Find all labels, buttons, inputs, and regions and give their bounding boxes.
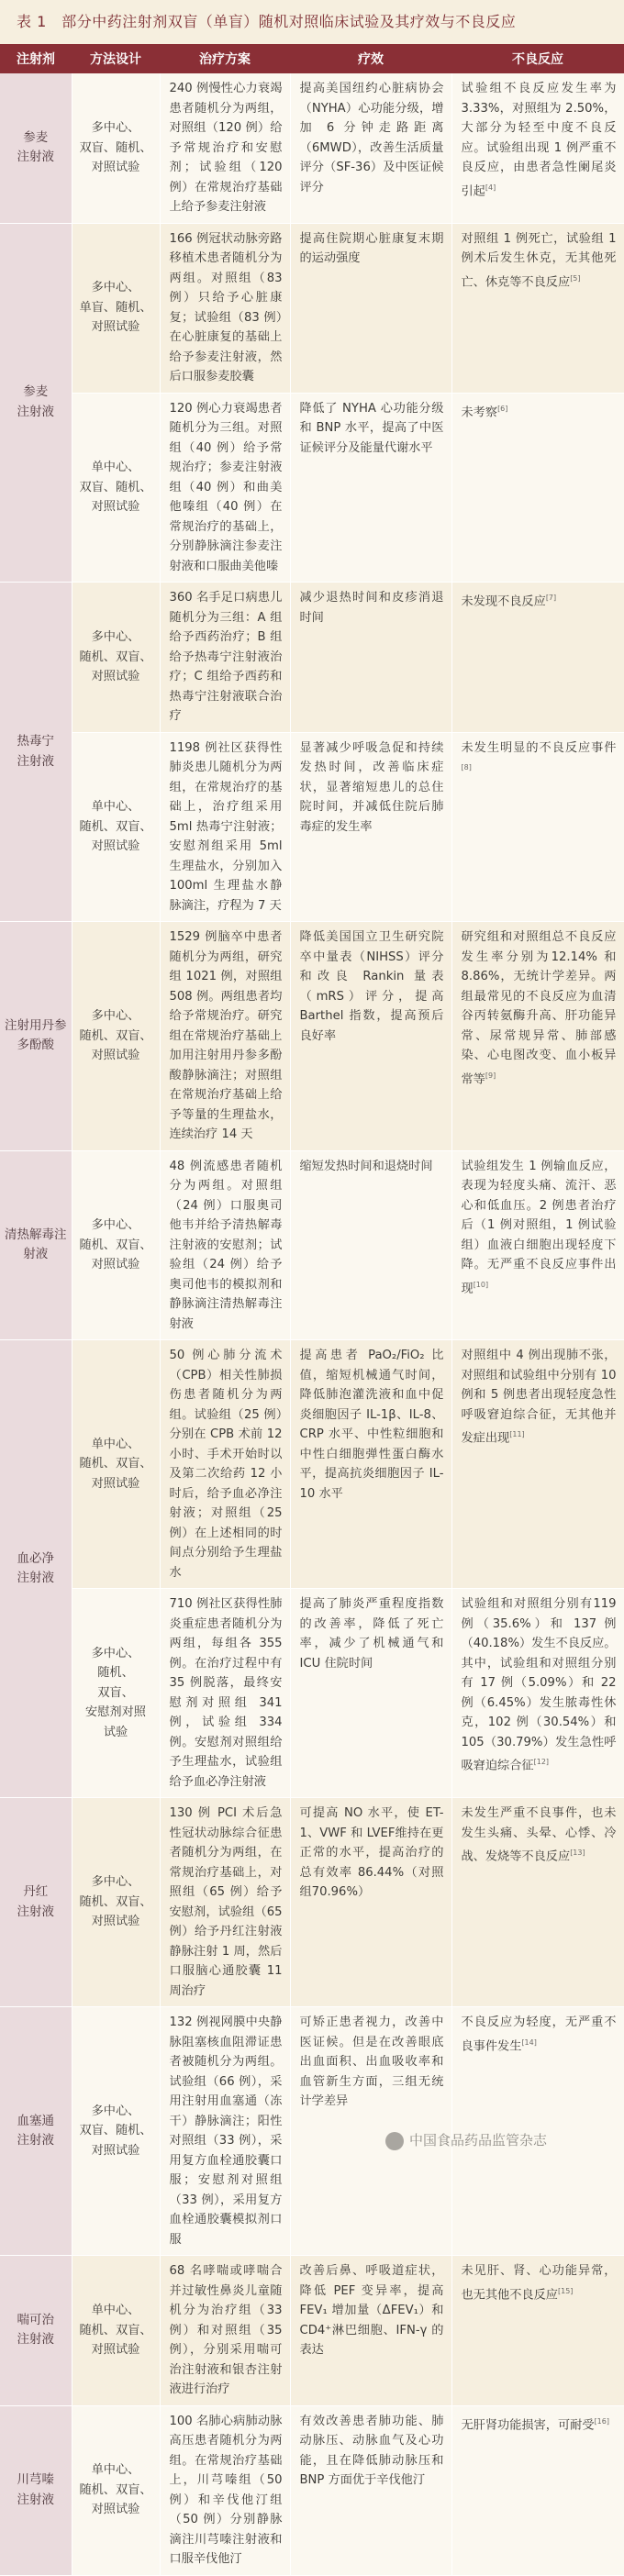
table-row [0,1589,624,1798]
side-effect-cell: 未考察[6] [451,393,624,583]
side-effect-cell: 无肝肾功能损害，可耐受[16] [451,2405,624,2575]
design-cell: 多中心、 随机、 双盲、 安慰剂对照 试验 [72,1589,160,1798]
design-cell: 多中心、 双盲、随机、 对照试验 [72,2007,160,2256]
design-cell: 多中心、 随机、双盲、 对照试验 [72,1798,160,2007]
plan-cell: 1198 例社区获得性肺炎患儿随机分为两组，在常规治疗的基础上，治疗组采用 5ml 热毒宁注射液；安慰剂组采用 5ml 生理盐水，分别加入 100ml 生理盐水静脉滴注，疗程为 7 天 [160,732,290,922]
plan-cell: 1529 例脑卒中患者随机分为两组，研究组 1021 例，对照组 508 例。两组患者均给予常规治疗。研究组在常规治疗基础上加用注射用丹参多酚酸静脉滴注；对照组在常规治疗基础上给予等量的生理盐水，连续治疗 14 天 [160,922,290,1151]
side-effect-cell: 试验组发生 1 例输血反应，表现为轻度头痛、流汗、恶心和低血压。2 例患者治疗后（1 例对照组，1 例试验组）血液白细胞出现轻度下降。无严重不良反应事件出现[10] [451,1150,624,1340]
design-cell: 单中心、 随机、双盲、 对照试验 [72,2405,160,2575]
table-row [0,393,624,583]
header-side-effects: 不良反应 [451,44,624,73]
table-row [0,583,624,733]
plan-cell: 50 例心肺分流术（CPB）相关性肺损伤患者随机分为两组。试验组（25 例）分别在 CPB 术前 12 小时、手术开始时以及第二次给药 12 小时后，给予血必净注射液；对照组（25 例）在上述相同的时间点分别给予生理盐水 [160,1340,290,1589]
clinical-trials-table [0,44,624,2576]
table-row [0,1150,624,1340]
side-effect-cell: 试验组和对照组分别有119 例（35.6%）和 137 例（40.18%）发生不良反应。其中，试验组和对照组分别有 17 例（5.09%）和 22 例（6.45%）发生脓毒性休克，102 例（30.54%）和 105（30.79%）发生急性呼吸窘迫综合征[12] [451,1589,624,1798]
side-effect-cell: 试验组不良反应发生率为 3.33%，对照组为 2.50%，大部分为轻至中度不良反应。试验组出现 1 例严重不良反应，由患者急性阑尾炎引起[4] [451,73,624,223]
side-effect-cell: 未发生明显的不良反应事件[8] [451,732,624,922]
effect-cell: 可矫正患者视力，改善中医证候。但是在改善眼底出血面积、出血吸收率和血管新生方面，三组无统计学差异 [290,2007,451,2256]
effect-cell: 提高美国纽约心脏病协会（NYHA）心功能分级，增加 6 分钟走路距离（6MWD），改善生活质量评分（SF-36）及中医证候评分 [290,73,451,223]
table-row [0,1340,624,1589]
design-cell: 多中心、 随机、双盲、 对照试验 [72,583,160,733]
effect-cell: 有效改善患者肺功能、肺动脉压、动脉血气及心功能，且在降低肺动脉压和 BNP 方面优于辛伐他汀 [290,2405,451,2575]
effect-cell: 降低美国国立卫生研究院卒中量表（NIHSS）评分和改良 Rankin 量表（mRS）评分，提高Barthel 指数，提高预后良好率 [290,922,451,1151]
drug-cell: 血塞通 注射液 [0,2007,72,2256]
table-header-row [0,44,624,73]
drug-cell: 热毒宁 注射液 [0,583,72,922]
drug-cell: 参麦 注射液 [0,73,72,223]
side-effect-cell: 不良反应为轻度，无严重不良事件发生[14] [451,2007,624,2256]
effect-cell: 改善后鼻、呼吸道症状，降低 PEF 变异率，提高 FEV₁ 增加量（ΔFEV₁）和 CD4⁺淋巴细胞、IFN-γ 的表达 [290,2256,451,2406]
side-effect-cell: 对照组中 4 例出现肺不张，对照组和试验组中分别有 10 例和 5 例患者出现轻度急性呼吸窘迫综合征，无其他并发症出现[11] [451,1340,624,1589]
effect-cell: 显著减少呼吸急促和持续发热时间，改善临床症状，显著缩短患儿的总住院时间，并减低住院后肺毒症的发生率 [290,732,451,922]
side-effect-cell: 未发生严重不良事件，也未发生头痛、头晕、心悸、冷战、发烧等不良反应[13] [451,1798,624,2007]
side-effect-cell: 未见肝、肾、心功能异常，也无其他不良反应[15] [451,2256,624,2406]
plan-cell: 240 例慢性心力衰竭患者随机分为两组，对照组（120 例）给予常规治疗和安慰剂；试验组（120 例）在常规治疗基础上给予参麦注射液 [160,73,290,223]
table-row [0,2256,624,2406]
table-row [0,922,624,1151]
effect-cell: 减少退热时间和皮疹消退时间 [290,583,451,733]
design-cell: 多中心、 双盲、随机、 对照试验 [72,73,160,223]
plan-cell: 166 例冠状动脉旁路移植术患者随机分为两组。对照组（83 例）只给予心脏康复；试验组（83 例）在心脏康复的基础上给予参麦注射液，然后口服参麦胶囊 [160,223,290,393]
design-cell: 多中心、 单盲、随机、 对照试验 [72,223,160,393]
drug-cell: 喘可治 注射液 [0,2256,72,2406]
side-effect-cell: 研究组和对照组总不良反应发生率分别为12.14% 和 8.86%，无统计学差异。两组最常见的不良反应为血清谷丙转氨酶升高、肝功能异常、尿常规异常、肺部感染、心电图改变、血小板异常等[9] [451,922,624,1151]
table-row [0,2405,624,2575]
drug-cell: 血必净 注射液 [0,1340,72,1798]
effect-cell: 提高患者 PaO₂/FiO₂ 比值，缩短机械通气时间，降低肺泡灌洗液和血中促炎细胞因子 IL-1β、IL-8、CRP 水平、中性粒细胞和中性白细胞弹性蛋白酶水平，提高抗炎细胞因子 IL-10 水平 [290,1340,451,1589]
design-cell: 多中心、 随机、双盲、 对照试验 [72,922,160,1151]
effect-cell: 提高了肺炎严重程度指数的改善率，降低了死亡率，减少了机械通气和 ICU 住院时间 [290,1589,451,1798]
table-title: 表 1 部分中药注射剂双盲（单盲）随机对照临床试验及其疗效与不良反应 [17,13,517,30]
table-row [0,223,624,393]
drug-cell: 丹红 注射液 [0,1798,72,2007]
wechat-logo-icon [385,2132,404,2150]
table-row [0,1798,624,2007]
effect-cell: 降低了 NYHA 心功能分级和 BNP 水平，提高了中医证候评分及能量代谢水平 [290,393,451,583]
header-plan: 治疗方案 [160,44,290,73]
effect-cell: 缩短发热时间和退烧时间 [290,1150,451,1340]
effect-cell: 可提高 NO 水平，使 ET-1、VWF 和 LVEF维持在更正常的水平，提高治疗的总有效率 86.44%（对照组70.96%） [290,1798,451,2007]
table-row [0,73,624,223]
drug-cell: 川芎嗪 注射液 [0,2405,72,2575]
design-cell: 单中心、 随机、双盲、 对照试验 [72,732,160,922]
watermark [385,2130,547,2150]
design-cell: 单中心、 随机、双盲、 对照试验 [72,2256,160,2406]
header-effect: 疗效 [290,44,451,73]
effect-cell: 提高住院期心脏康复末期的运动强度 [290,223,451,393]
table-row [0,732,624,922]
plan-cell: 130 例 PCI 术后急性冠状动脉综合征患者随机分为两组，在常规治疗基础上，对照组（65 例）给予安慰剂，试验组（65 例）给予丹红注射液静脉注射 1 周，然后口服脑心通胶囊 11 周治疗 [160,1798,290,2007]
watermark-text: 中国食品药品监管杂志 [409,2132,548,2149]
drug-cell: 参麦 注射液 [0,223,72,583]
plan-cell: 132 例视网膜中央静脉阻塞核血阻滞证患者被随机分为两组。试验组（66 例），采用注射用血塞通（冻干）静脉滴注；阳性对照组（33 例），采用复方血栓通胶囊口服；安慰剂对照组（33 例），采用复方血栓通胶囊模拟剂口服 [160,2007,290,2256]
header-design: 方法设计 [72,44,160,73]
side-effect-cell: 对照组 1 例死亡，试验组 1 例术后发生休克，无其他死亡、休克等不良反应[5] [451,223,624,393]
design-cell: 多中心、 随机、双盲、 对照试验 [72,1150,160,1340]
drug-cell: 注射用丹参 多酚酸 [0,922,72,1151]
plan-cell: 48 例流感患者随机分为两组。对照组（24 例）口服奥司他韦并给予清热解毒注射液的安慰剂；试验组（24 例）给予奥司他韦的模拟剂和静脉滴注清热解毒注射液 [160,1150,290,1340]
plan-cell: 120 例心力衰竭患者随机分为三组。对照组（40 例）给予常规治疗；参麦注射液组（40 例）和曲美他嗪组（40 例）在常规治疗的基础上，分别静脉滴注参麦注射液和口服曲美他嗪 [160,393,290,583]
design-cell: 单中心、 随机、双盲、 对照试验 [72,1340,160,1589]
side-effect-cell: 未发现不良反应[7] [451,583,624,733]
drug-cell: 清热解毒注 射液 [0,1150,72,1340]
plan-cell: 360 名手足口病患儿随机分为三组：A 组给予西药治疗；B 组给予热毒宁注射液治疗；C 组给予西药和热毒宁注射液联合治疗 [160,583,290,733]
plan-cell: 100 名肺心病肺动脉高压患者随机分为两组。在常规治疗基础上，川芎嗪组（50 例）和辛伐他汀组（50 例）分别静脉滴注川芎嗪注射液和口服辛伐他汀 [160,2405,290,2575]
design-cell: 单中心、 双盲、随机、 对照试验 [72,393,160,583]
plan-cell: 710 例社区获得性肺炎重症患者随机分为两组，每组各 355 例。在治疗过程中有 35 例脱落，最终安慰剂对照组 341 例，试验组 334 例。安慰剂对照组给予生理盐水，试验组给予血必净注射液 [160,1589,290,1798]
plan-cell: 68 名哮喘或哮喘合并过敏性鼻炎儿童随机分为治疗组（33 例）和对照组（35 例），分别采用喘可治注射液和银杏注射液进行治疗 [160,2256,290,2406]
header-drug: 注射剂 [0,44,72,73]
